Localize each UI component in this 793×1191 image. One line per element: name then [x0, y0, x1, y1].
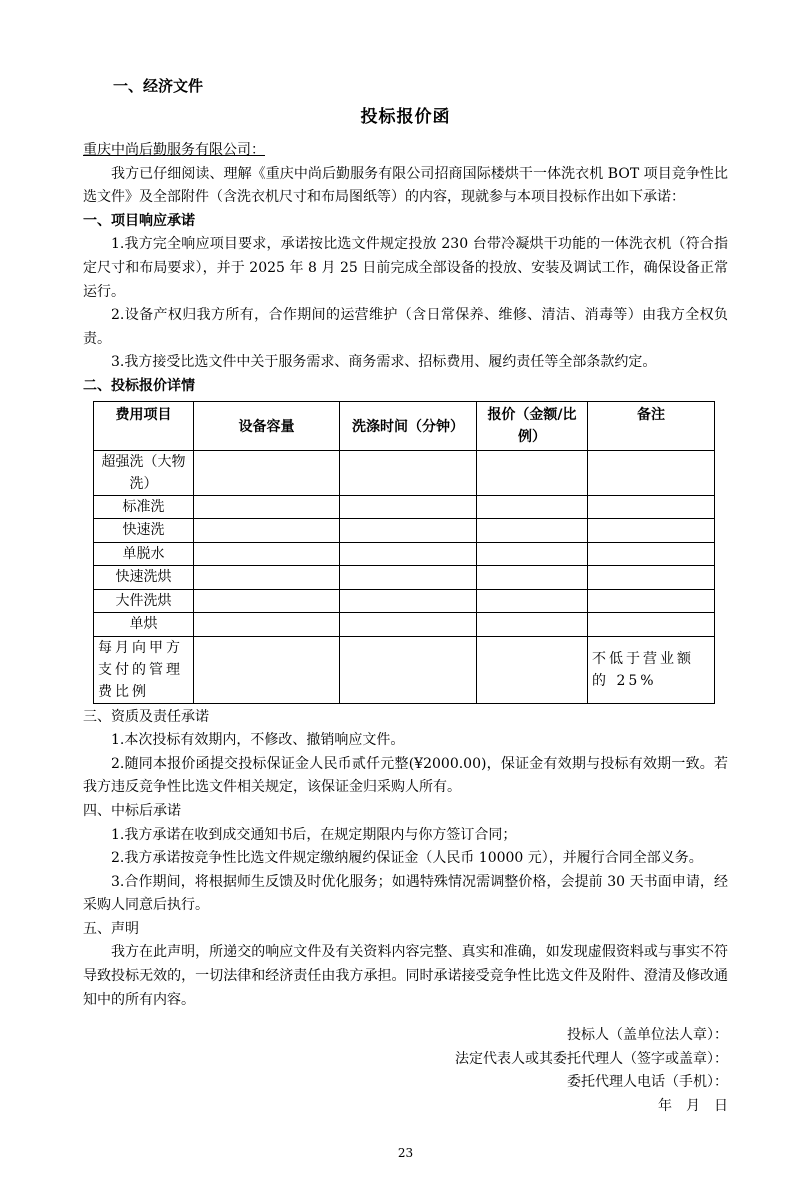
col-header-price: 报价（金额/比例） [487, 406, 577, 445]
part3-item: 1.本次投标有效期内，不修改、撤销响应文件。 [111, 732, 405, 749]
fee-item-cell: 超强洗（大物洗） [94, 450, 194, 495]
empty-cell [194, 542, 340, 566]
document-title: 投标报价函 [360, 107, 451, 127]
empty-cell [340, 542, 477, 566]
intro-paragraph: 我方已仔细阅读、理解《重庆中尚后勤服务有限公司招商国际楼烘干一体洗衣机 BOT 项目竞争性比选文件》及全部附件（含洗衣机尺寸和布局图纸等）的内容，现就参与本项目投标作出如下承诺： [83, 165, 728, 206]
part5-heading: 五、声明 [83, 920, 139, 937]
empty-cell [477, 542, 588, 566]
empty-cell [194, 519, 340, 543]
empty-cell [194, 450, 340, 495]
empty-cell [477, 450, 588, 495]
note-cell: 不低于营业额的 25% [588, 636, 715, 703]
col-header: 洗涤时间（分钟） [340, 401, 477, 450]
table-row [94, 589, 715, 613]
empty-cell [194, 495, 340, 519]
col-header [477, 401, 588, 450]
part2-heading: 二、投标报价详情 [83, 377, 195, 394]
empty-cell [194, 636, 340, 703]
empty-cell [340, 636, 477, 703]
note-cell [588, 495, 715, 519]
note-cell [588, 450, 715, 495]
empty-cell [340, 495, 477, 519]
table-row [94, 495, 715, 519]
part4-heading: 四、中标后承诺 [83, 802, 181, 819]
page-number: 23 [397, 1145, 414, 1160]
section-heading: 一、经济文件 [113, 77, 204, 95]
table-row [94, 519, 715, 543]
note-cell [588, 613, 715, 637]
empty-cell [194, 566, 340, 590]
part3-heading: 三、资质及责任承诺 [83, 708, 209, 725]
commitments-block [83, 706, 728, 1013]
empty-cell [477, 636, 588, 703]
fee-item-cell: 大件洗烘 [94, 589, 194, 613]
part1-item: 2.设备产权归我方所有，合作期间的运营维护（含日常保养、维修、清洁、消毒等）由我方全权负责。 [83, 307, 728, 347]
table-row [94, 566, 715, 590]
empty-cell [340, 613, 477, 637]
empty-cell [340, 589, 477, 613]
note-cell [588, 519, 715, 543]
empty-cell [340, 450, 477, 495]
part1-heading: 一、项目响应承诺 [83, 212, 195, 229]
col-header: 备注 [588, 401, 715, 450]
empty-cell [477, 613, 588, 637]
empty-cell [194, 613, 340, 637]
date-line: 年 月 日 [658, 1098, 728, 1115]
empty-cell [477, 589, 588, 613]
part1-item: 1.我方完全响应项目要求，承诺按比选文件规定投放 230 台带冷凝烘干功能的一体洗衣机（符合指定尺寸和布局要求），并于 2025 年 8 月 25 日前完成全部设备的投放、安装及调试工作，确保设备正常运行。 [83, 236, 728, 300]
fee-item-cell: 标准洗 [94, 495, 194, 519]
fee-item-cell: 快速洗 [94, 519, 194, 543]
col-header: 费用项目 [94, 401, 194, 450]
representative-sign-line: 法定代表人或其委托代理人（签字或盖章）： [455, 1050, 728, 1067]
salutation: 重庆中尚后勤服务有限公司： [83, 142, 265, 158]
part3-item: 2.随同本报价函提交投标保证金人民币贰仟元整(¥2000.00)，保证金有效期与投标有效期一致。若我方违反竞争性比选文件相关规定，该保证金归采购人所有。 [83, 755, 728, 796]
empty-cell [477, 495, 588, 519]
empty-cell [477, 566, 588, 590]
note-cell [588, 589, 715, 613]
intro-block [83, 139, 728, 399]
table-row [94, 542, 715, 566]
note-cell [588, 566, 715, 590]
empty-cell [194, 589, 340, 613]
note-cell [588, 542, 715, 566]
col-header: 设备容量 [194, 401, 340, 450]
table-row [94, 613, 715, 637]
fee-item-cell: 单脱水 [94, 542, 194, 566]
declaration-text: 我方在此声明，所递交的响应文件及有关资料内容完整、真实和准确，如发现虚假资料或与事实不符导致投标无效的，一切法律和经济责任由我方承担。同时承诺接受竞争性比选文件及附件、澄清及修改通知中的所有内容。 [83, 944, 728, 1008]
part4-item: 1.我方承诺在收到成交通知书后，在规定期限内与你方签订合同； [111, 826, 517, 843]
table-header-row [94, 401, 715, 450]
fee-item-cell: 快速洗烘 [94, 566, 194, 590]
part4-item: 2.我方承诺按竞争性比选文件规定缴纳履约保证金（人民币 10000 元），并履行合同全部义务。 [111, 850, 703, 867]
quote-table [93, 401, 715, 704]
fee-item-cell: 单烘 [94, 613, 194, 637]
fee-item-cell: 每月向甲方支付的管理费比例 [94, 636, 194, 703]
bidder-seal-line: 投标人（盖单位法人章）： [567, 1027, 728, 1044]
signature-block [83, 1024, 728, 1118]
part1-item: 3.我方接受比选文件中关于服务需求、商务需求、招标费用、履约责任等全部条款约定。 [111, 354, 657, 371]
empty-cell [340, 519, 477, 543]
empty-cell [340, 566, 477, 590]
part4-item: 3.合作期间，将根据师生反馈及时优化服务；如遇特殊情况需调整价格，会提前 30 天书面申请，经采购人同意后执行。 [83, 873, 728, 914]
table-row [94, 450, 715, 495]
empty-cell [477, 519, 588, 543]
table-row [94, 636, 715, 703]
phone-line: 委托代理人电话（手机）： [567, 1074, 728, 1091]
